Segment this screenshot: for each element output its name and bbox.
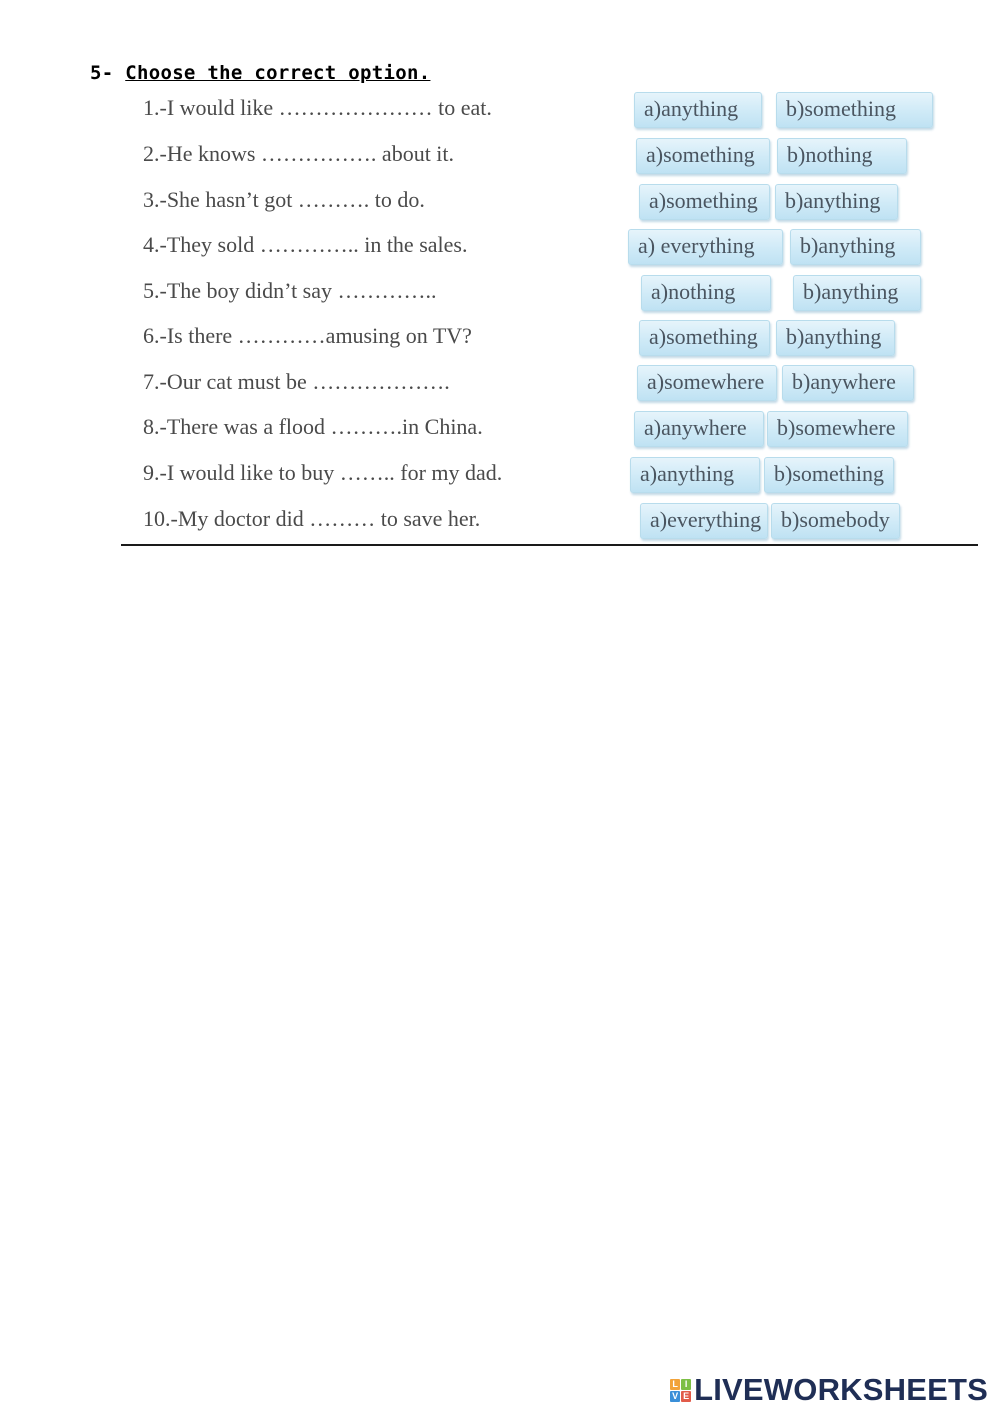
logo-letter: I bbox=[681, 1379, 691, 1390]
option-10a[interactable]: a)everything bbox=[640, 503, 768, 539]
logo-letter: V bbox=[672, 1390, 679, 1401]
option-9a[interactable]: a)anything bbox=[630, 457, 760, 493]
question-8: 8.-There was a flood ……….in China. bbox=[143, 414, 483, 439]
exercise-title: Choose the correct option. bbox=[125, 62, 431, 84]
question-10: 10.-My doctor did ……… to save her. bbox=[143, 506, 481, 531]
logo-letter: E bbox=[683, 1390, 690, 1401]
option-7b[interactable]: b)anywhere bbox=[782, 365, 914, 401]
option-10b[interactable]: b)somebody bbox=[771, 503, 900, 539]
logo-letter: L bbox=[670, 1379, 680, 1390]
option-4a[interactable]: a) everything bbox=[628, 229, 783, 265]
liveworksheets-branding bbox=[670, 1372, 988, 1408]
option-8a[interactable]: a)anywhere bbox=[634, 411, 764, 447]
option-5a[interactable]: a)nothing bbox=[641, 275, 771, 311]
option-8b[interactable]: b)somewhere bbox=[767, 411, 908, 447]
question-4: 4.-They sold ………….. in the sales. bbox=[143, 232, 468, 257]
question-2: 2.-He knows ……………. about it. bbox=[143, 141, 455, 166]
question-7: 7.-Our cat must be ………………. bbox=[143, 369, 450, 394]
question-5: 5.-The boy didn’t say ………….. bbox=[143, 278, 437, 303]
divider-line bbox=[121, 544, 978, 546]
option-3a[interactable]: a)something bbox=[639, 184, 770, 220]
option-1b[interactable]: b)something bbox=[776, 92, 933, 128]
option-6a[interactable]: a)something bbox=[639, 320, 770, 356]
option-7a[interactable]: a)somewhere bbox=[637, 365, 777, 401]
exercise-heading bbox=[90, 62, 430, 84]
exercise-number: 5- bbox=[90, 62, 114, 84]
option-3b[interactable]: b)anything bbox=[775, 184, 898, 220]
question-3: 3.-She hasn’t got ………. to do. bbox=[143, 187, 425, 212]
option-5b[interactable]: b)anything bbox=[793, 275, 921, 311]
option-6b[interactable]: b)anything bbox=[776, 320, 895, 356]
brand-name: LIVEWORKSHEETS bbox=[694, 1372, 988, 1407]
option-9b[interactable]: b)something bbox=[764, 457, 894, 493]
option-2b[interactable]: b)nothing bbox=[777, 138, 907, 174]
question-9: 9.-I would like to buy …….. for my dad. bbox=[143, 460, 503, 485]
question-6: 6.-Is there …………amusing on TV? bbox=[143, 323, 472, 348]
option-2a[interactable]: a)something bbox=[636, 138, 770, 174]
option-1a[interactable]: a)anything bbox=[634, 92, 762, 128]
liveworksheets-logo-icon bbox=[670, 1379, 691, 1402]
question-1: 1.-I would like ………………… to eat. bbox=[143, 95, 492, 120]
option-4b[interactable]: b)anything bbox=[790, 229, 921, 265]
